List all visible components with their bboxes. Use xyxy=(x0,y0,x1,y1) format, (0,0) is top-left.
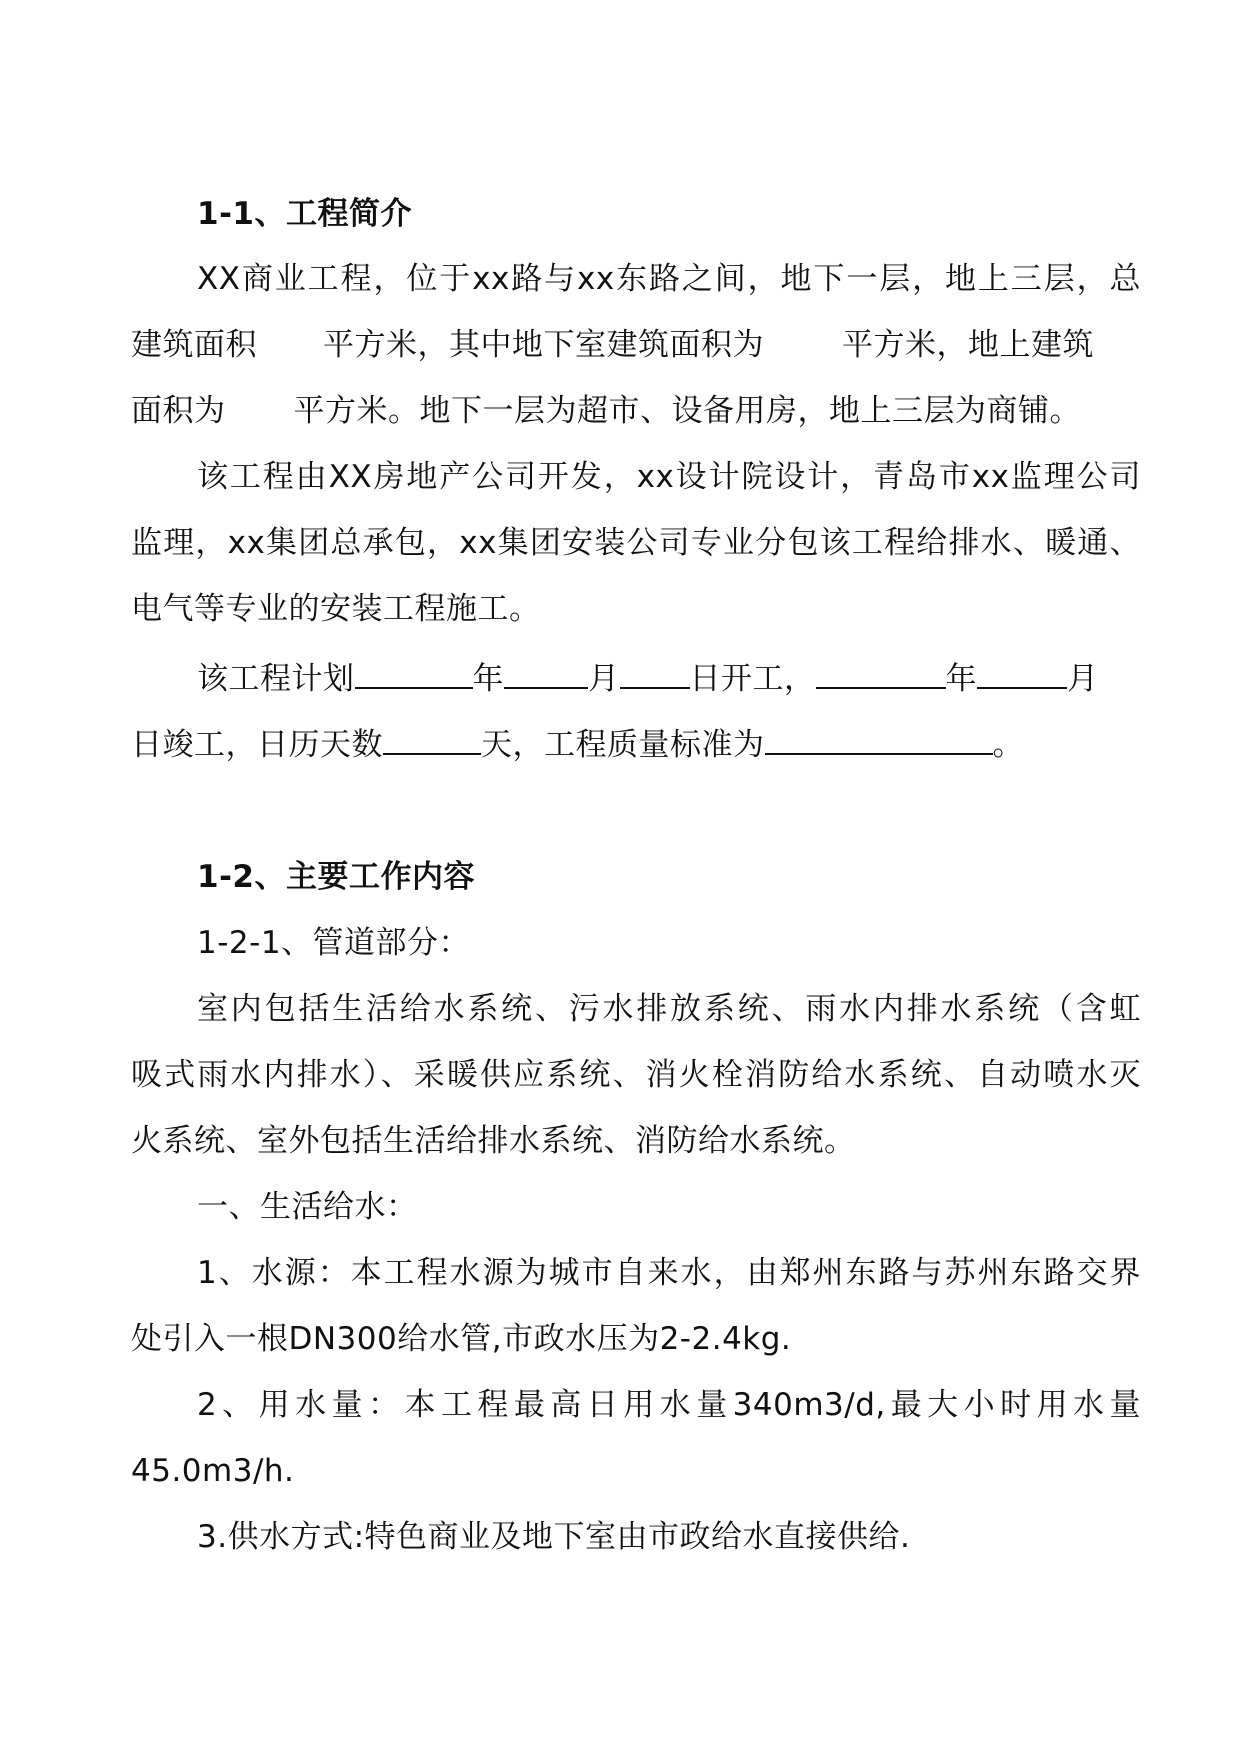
subsection-heading: 1-2-1、管道部分： xyxy=(197,925,471,961)
paragraph-line: 电气等专业的安装工程施工。 xyxy=(131,591,541,627)
text-fragment: 年 xyxy=(472,661,504,697)
fill-in-blank-end-year[interactable] xyxy=(816,655,946,689)
fill-in-blank-quality-standard[interactable] xyxy=(765,721,993,755)
text-fragment: 平方米，地上建筑 xyxy=(842,327,1094,363)
fill-in-blank-start-year[interactable] xyxy=(355,655,473,689)
section-heading-main-work: 1-2、主要工作内容 xyxy=(197,859,476,895)
fill-in-blank-end-month[interactable] xyxy=(977,655,1067,689)
paragraph-line xyxy=(131,325,1141,365)
paragraph-line: 吸式雨水内排水）、采暖供应系统、消火栓消防给水系统、自动喷水灭 xyxy=(131,1057,1141,1093)
paragraph-line xyxy=(197,655,1141,695)
list-item: 2、用水量：本工程最高日用水量340m3/d,最大小时用水量 xyxy=(197,1387,1141,1423)
list-item-continuation: 处引入一根DN300给水管,市政水压为2-2.4kg. xyxy=(131,1321,792,1357)
text-fragment: 该工程计划 xyxy=(197,661,355,697)
list-item: 1、水源：本工程水源为城市自来水，由郑州东路与苏州东路交界 xyxy=(197,1255,1141,1291)
text-fragment: 平方米。地下一层为超市、设备用房，地上三层为商铺。 xyxy=(293,393,1081,429)
text-fragment: 月 xyxy=(1067,661,1099,697)
list-item: 3.供水方式:特色商业及地下室由市政给水直接供给. xyxy=(197,1519,911,1555)
fill-in-blank-calendar-days[interactable] xyxy=(383,721,481,755)
text-fragment: 年 xyxy=(945,661,977,697)
text-fragment: 面积为 xyxy=(131,393,226,429)
text-fragment: 日竣工，日历天数 xyxy=(131,727,383,763)
text-fragment: 建筑面积 xyxy=(131,327,257,363)
list-item-continuation: 45.0m3/h. xyxy=(131,1453,295,1489)
paragraph-line: XX商业工程，位于xx路与xx东路之间，地下一层，地上三层，总 xyxy=(197,261,1141,297)
section-heading-project-intro: 1-1、工程简介 xyxy=(197,196,413,232)
subsection-heading: 一、生活给水： xyxy=(197,1189,418,1225)
paragraph-line: 监理，xx集团总承包，xx集团安装公司专业分包该工程给排水、暖通、 xyxy=(131,525,1141,561)
paragraph-line: 室内包括生活给水系统、污水排放系统、雨水内排水系统（含虹 xyxy=(197,991,1141,1027)
fill-in-blank-start-month[interactable] xyxy=(504,655,588,689)
text-fragment: 。 xyxy=(992,727,1024,763)
fill-in-blank-start-day[interactable] xyxy=(620,655,690,689)
paragraph-line xyxy=(131,391,1141,431)
text-fragment: 月 xyxy=(588,661,620,697)
paragraph-line: 该工程由XX房地产公司开发，xx设计院设计，青岛市xx监理公司 xyxy=(197,459,1141,495)
text-fragment: 平方米，其中地下室建筑面积为 xyxy=(323,327,764,363)
paragraph-line: 火系统、室外包括生活给排水系统、消防给水系统。 xyxy=(131,1123,856,1159)
text-fragment: 天，工程质量标准为 xyxy=(481,727,765,763)
text-fragment: 日开工， xyxy=(689,661,816,697)
paragraph-line xyxy=(131,721,1141,761)
